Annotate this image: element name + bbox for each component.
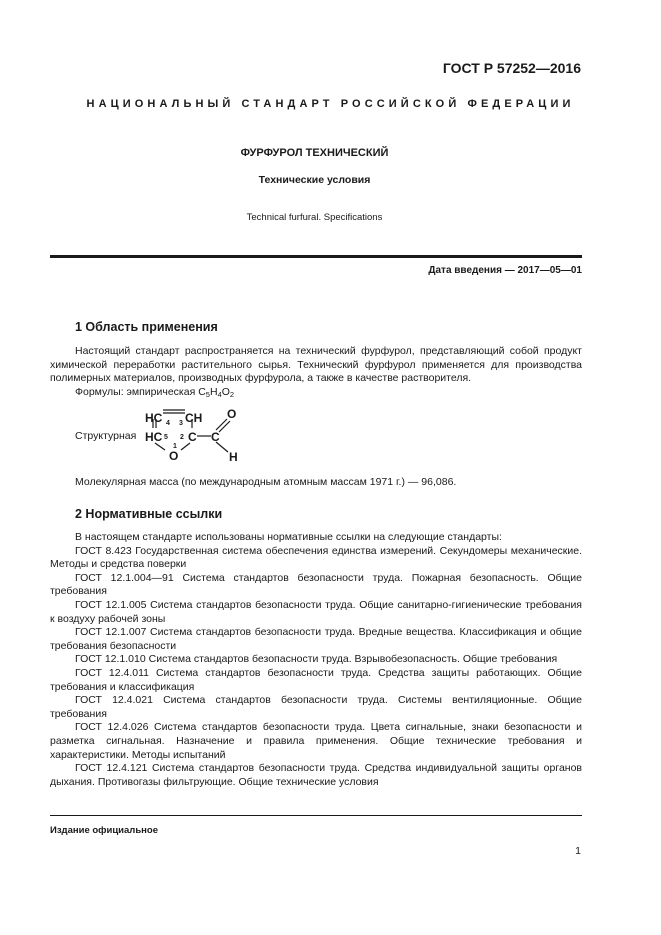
atom-o-aldehyde: O xyxy=(227,407,237,421)
formula-value: $C_5H_4O_2$ xyxy=(198,386,235,399)
reference-item: ГОСТ 12.4.026 Система стандартов безопасности труда. Цвета сигнальные, знаки безопасности и разметка сигнальная. Назначение и правила применения. Общие технические требования и характеристики. Методы испытаний xyxy=(50,721,582,761)
locant-3: 3 xyxy=(179,420,183,427)
normative-references xyxy=(50,531,582,789)
reference-item: ГОСТ 12.4.121 Система стандартов безопасности труда. Средства индивидуальной защиты органов дыхания. Противогазы фильтрующие. Общие технические условия xyxy=(50,762,582,788)
locant-5: 5 xyxy=(164,434,168,441)
atom-h-aldehyde: H xyxy=(229,450,238,463)
atom-hc-left: HC xyxy=(145,430,163,444)
edition-note: Издание официальное xyxy=(50,825,158,836)
introduction-date: Дата введения — 2017—05—01 xyxy=(428,265,582,276)
document-subtitle: Технические условия xyxy=(258,174,371,186)
reference-item: ГОСТ 12.4.011 Система стандартов безопасности труда. Средства защиты работающих. Общие требования и классификация xyxy=(50,666,582,693)
reference-item: ГОСТ 12.1.010 Система стандартов безопасности труда. Взрывобезопасность. Общие требования xyxy=(75,653,558,666)
atom-o-ring: O xyxy=(169,449,179,463)
page-number: 1 xyxy=(575,845,581,857)
locant-2: 2 xyxy=(180,434,184,441)
locant-1: 1 xyxy=(173,443,177,450)
reference-item: ГОСТ 12.1.005 Система стандартов безопасности труда. Общие санитарно-гигиенические требования к воздуху рабочей зоны xyxy=(50,598,582,625)
header-divider xyxy=(50,255,582,258)
references-intro: В настоящем стандарте использованы нормативные ссылки на следующие стандарты: xyxy=(75,531,502,543)
atom-ch-top: CH xyxy=(185,411,203,425)
atom-hc-top: HC xyxy=(145,411,163,425)
structural-label: Структурная xyxy=(75,430,137,442)
english-title: Technical furfural. Specifications xyxy=(246,212,383,223)
empirical-formula xyxy=(75,386,234,398)
document-title: ФУРФУРОЛ ТЕХНИЧЕСКИЙ xyxy=(240,147,389,159)
gost-code: ГОСТ Р 57252—2016 xyxy=(442,60,581,76)
locant-4: 4 xyxy=(166,420,170,427)
reference-item: ГОСТ 12.1.007 Система стандартов безопасности труда. Вредные вещества. Классификация и общие требования безопасности xyxy=(50,626,582,652)
section-2-heading: 2 Нормативные ссылки xyxy=(75,507,223,521)
reference-item: ГОСТ 12.4.021 Система стандартов безопасности труда. Системы вентиляционные. Общие требования xyxy=(50,694,582,720)
atom-c-aldehyde: C xyxy=(211,430,220,444)
reference-item: ГОСТ 12.1.004—91 Система стандартов безопасности труда. Пожарная безопасность. Общие требования xyxy=(50,571,582,598)
scope-text: Настоящий стандарт распространяется на технический фурфурол, представляющий собой продукт химической переработки растительного сырья. Технический фурфурол применяется для производства полимерных материалов, производных фурфурола, а также в качестве растворителя. xyxy=(50,345,582,385)
atom-c-ring: C xyxy=(188,430,197,444)
furfural-structure-diagram xyxy=(145,405,245,463)
reference-item: ГОСТ 8.423 Государственная система обеспечения единства измерений. Секундомеры механические. Методы и средства поверки xyxy=(50,544,582,571)
formula-label: Формулы: эмпирическая xyxy=(75,386,196,398)
molecular-mass: Молекулярная масса (по международным атомным массам 1971 г.) — 96,086. xyxy=(75,476,457,488)
section-1-heading: 1 Область применения xyxy=(75,320,218,334)
footer-divider xyxy=(50,815,582,816)
section-1-paragraph xyxy=(50,345,582,386)
national-standard-title: НАЦИОНАЛЬНЫЙ СТАНДАРТ РОССИЙСКОЙ ФЕДЕРАЦИИ xyxy=(86,98,575,110)
